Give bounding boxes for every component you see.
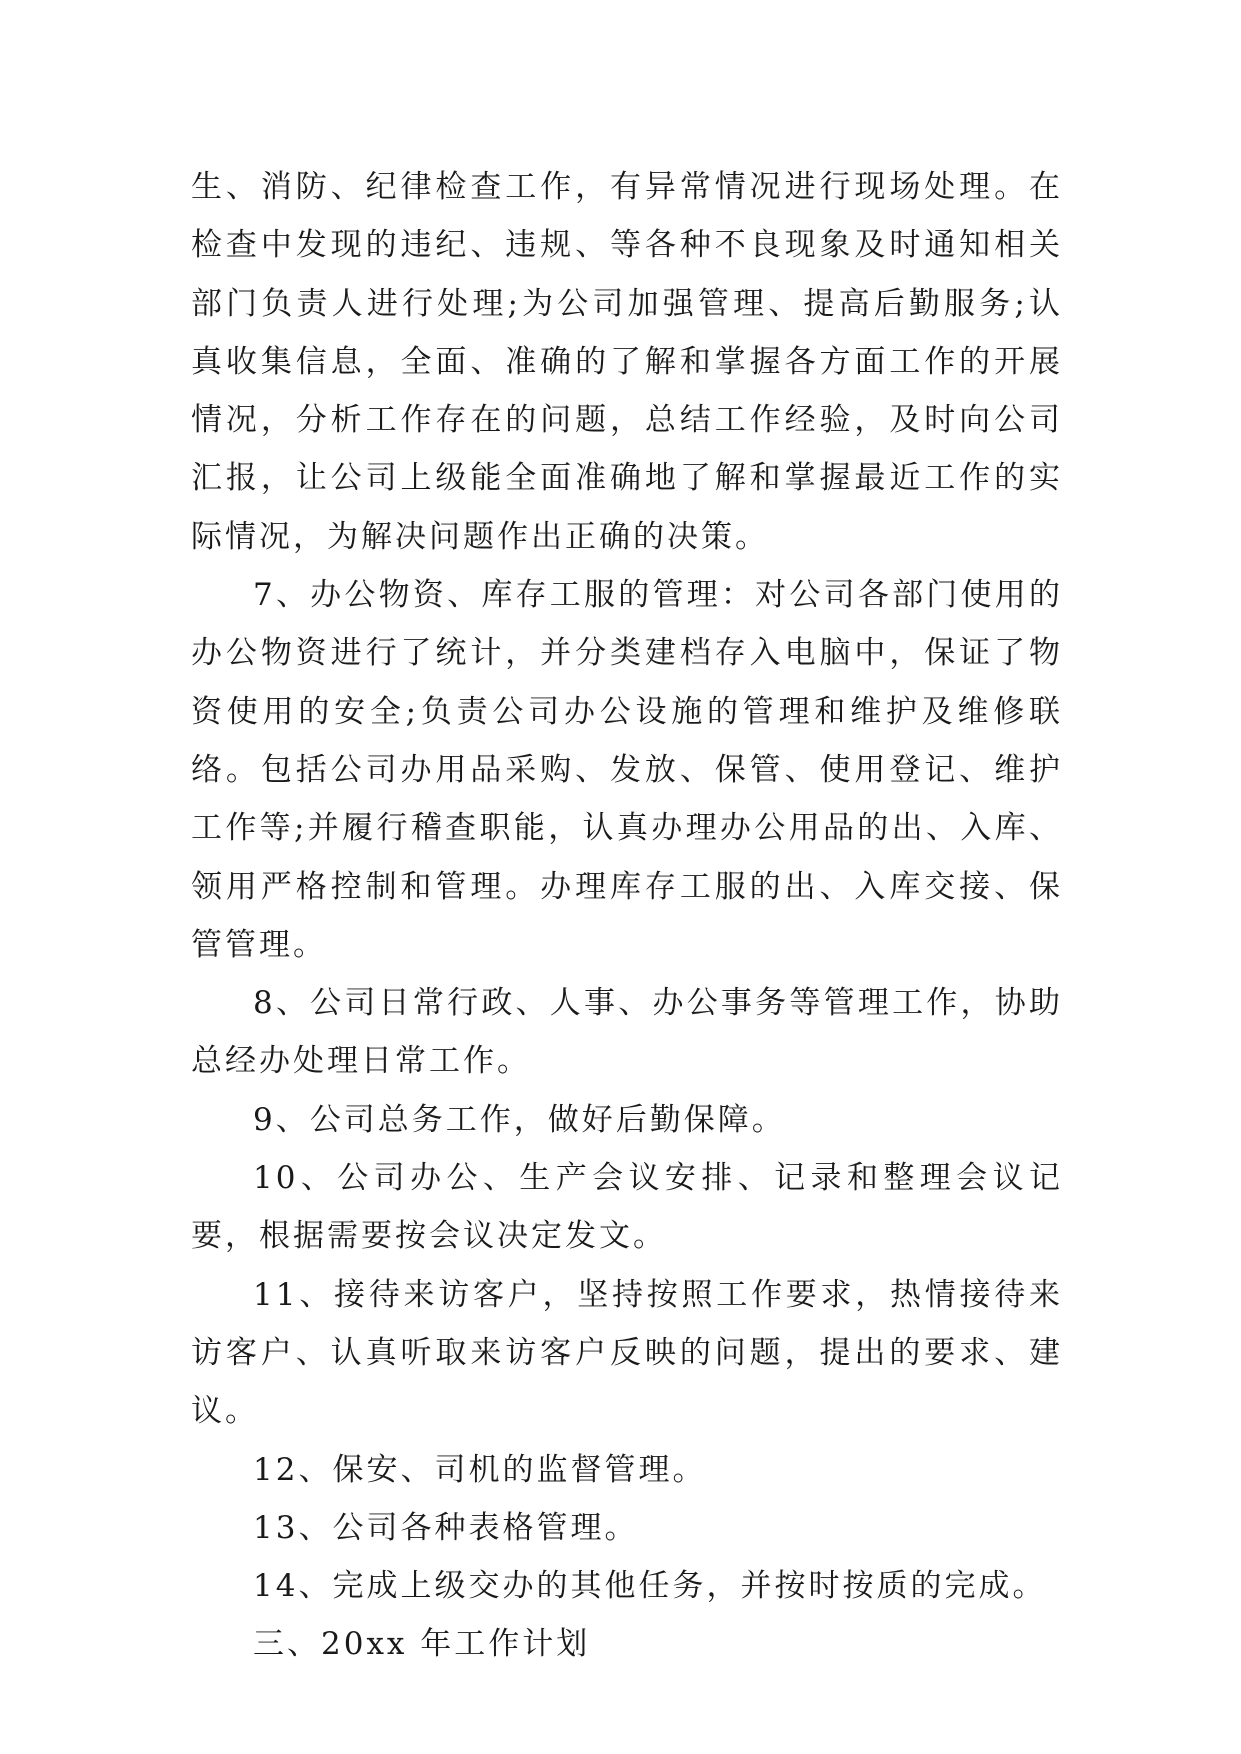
paragraph-item-10: 10、公司办公、生产会议安排、记录和整理会议记要，根据需要按会议决定发文。 [191,1160,1063,1255]
paragraph-item-13: 13、公司各种表格管理。 [253,1509,639,1546]
paragraph-item-12: 12、保安、司机的监督管理。 [253,1451,707,1488]
paragraph-item-11: 11、接待来访客户，坚持按照工作要求，热情接待来访客户、认真听取来访客户反映的问题，提出的要求、建议。 [191,1276,1063,1430]
paragraph-inspection-continued: 生、消防、纪律检查工作，有异常情况进行现场处理。在检查中发现的违纪、违规、等各种不良现象及时通知相关部门负责人进行处理;为公司加强管理、提高后勤服务;认真收集信息，全面、准确的了解和掌握各方面工作的开展情况，分析工作存在的问题，总结工作经验，及时向公司汇报，让公司上级能全面准确地了解和掌握最近工作的实际情况，为解决问题作出正确的决策。 [191,169,1063,555]
document-body [191,158,1063,1674]
paragraph-item-14: 14、完成上级交办的其他任务，并按时按质的完成。 [253,1568,1047,1605]
paragraph-item-7: 7、办公物资、库存工服的管理：对公司各部门使用的办公物资进行了统计，并分类建档存入电脑中，保证了物资使用的安全;负责公司办公设施的管理和维护及维修联络。包括公司办用品采购、发放、保管、使用登记、维护工作等;并履行稽查职能，认真办理办公用品的出、入库、领用严格控制和管理。办理库存工服的出、入库交接、保管管理。 [191,577,1063,963]
paragraph-item-8: 8、公司日常行政、人事、办公事务等管理工作，协助总经办处理日常工作。 [191,985,1063,1080]
section-heading-work-plan: 三、20xx 年工作计划 [253,1626,591,1663]
paragraph-item-9: 9、公司总务工作，做好后勤保障。 [253,1101,786,1138]
